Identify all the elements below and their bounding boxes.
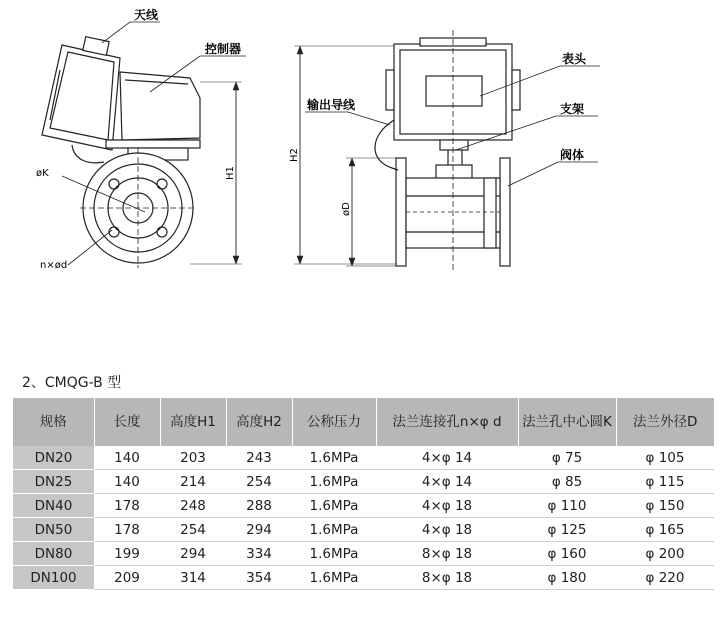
cell-flange-d: φ 220 — [616, 566, 714, 590]
cell-flange-holes: 8×φ 18 — [376, 542, 518, 566]
cell-flange-k: φ 75 — [518, 446, 616, 470]
cell-h2: 243 — [226, 446, 292, 470]
dim-h2: H2 — [289, 148, 300, 162]
cell-h1: 203 — [160, 446, 226, 470]
cell-flange-k: φ 85 — [518, 470, 616, 494]
table-row — [13, 470, 714, 494]
cell-h2: 288 — [226, 494, 292, 518]
label-antenna: 天线 — [134, 8, 159, 22]
cell-flange-d: φ 165 — [616, 518, 714, 542]
cell-spec: DN20 — [13, 446, 94, 470]
cell-pressure: 1.6MPa — [292, 494, 376, 518]
cell-flange-k: φ 125 — [518, 518, 616, 542]
cell-flange-k: φ 180 — [518, 566, 616, 590]
table-row — [13, 494, 714, 518]
cell-spec: DN100 — [13, 566, 94, 590]
section-title: 2、CMQG-B 型 — [22, 375, 122, 391]
dim-h1: H1 — [225, 166, 236, 180]
cell-flange-holes: 4×φ 18 — [376, 518, 518, 542]
cell-spec: DN50 — [13, 518, 94, 542]
technical-drawing — [0, 0, 720, 280]
cell-h1: 254 — [160, 518, 226, 542]
front-view — [294, 30, 600, 270]
cell-pressure: 1.6MPa — [292, 542, 376, 566]
cell-h1: 248 — [160, 494, 226, 518]
cell-length: 140 — [94, 470, 160, 494]
cell-length: 140 — [94, 446, 160, 470]
dim-holes: n×ød — [40, 260, 68, 271]
label-valve-body: 阀体 — [560, 148, 585, 162]
cell-h1: 214 — [160, 470, 226, 494]
cell-flange-d: φ 105 — [616, 446, 714, 470]
cell-length: 178 — [94, 494, 160, 518]
cell-pressure: 1.6MPa — [292, 518, 376, 542]
cell-h2: 334 — [226, 542, 292, 566]
cell-flange-holes: 4×φ 18 — [376, 494, 518, 518]
cell-h1: 314 — [160, 566, 226, 590]
header-h2: 高度H2 — [226, 398, 292, 446]
header-pressure: 公称压力 — [292, 398, 376, 446]
cell-h1: 294 — [160, 542, 226, 566]
label-bracket: 支架 — [560, 102, 585, 116]
cell-h2: 354 — [226, 566, 292, 590]
table-row — [13, 518, 714, 542]
cell-flange-k: φ 160 — [518, 542, 616, 566]
cell-flange-k: φ 110 — [518, 494, 616, 518]
label-output-wire: 输出导线 — [307, 98, 356, 112]
side-view — [42, 22, 246, 268]
spec-table — [13, 398, 714, 590]
table-row — [13, 566, 714, 590]
cell-spec: DN40 — [13, 494, 94, 518]
cell-flange-d: φ 115 — [616, 470, 714, 494]
cell-pressure: 1.6MPa — [292, 470, 376, 494]
table-row — [13, 446, 714, 470]
cell-length: 178 — [94, 518, 160, 542]
header-flange-d: 法兰外径D — [616, 398, 714, 446]
cell-h2: 294 — [226, 518, 292, 542]
header-length: 长度 — [94, 398, 160, 446]
header-spec: 规格 — [13, 398, 94, 446]
dim-k: øK — [36, 168, 49, 179]
cell-spec: DN80 — [13, 542, 94, 566]
cell-pressure: 1.6MPa — [292, 566, 376, 590]
label-controller: 控制器 — [205, 42, 242, 56]
header-flange-holes: 法兰连接孔n×φ d — [376, 398, 518, 446]
cell-spec: DN25 — [13, 470, 94, 494]
cell-flange-holes: 8×φ 18 — [376, 566, 518, 590]
cell-flange-d: φ 200 — [616, 542, 714, 566]
dim-d: øD — [341, 202, 352, 216]
header-flange-k: 法兰孔中心圆K — [518, 398, 616, 446]
cell-flange-holes: 4×φ 14 — [376, 470, 518, 494]
cell-length: 199 — [94, 542, 160, 566]
header-h1: 高度H1 — [160, 398, 226, 446]
table-row — [13, 542, 714, 566]
table-header-row — [13, 398, 714, 446]
label-meter-head: 表头 — [562, 52, 587, 66]
cell-flange-holes: 4×φ 14 — [376, 446, 518, 470]
cell-length: 209 — [94, 566, 160, 590]
cell-flange-d: φ 150 — [616, 494, 714, 518]
cell-pressure: 1.6MPa — [292, 446, 376, 470]
cell-h2: 254 — [226, 470, 292, 494]
